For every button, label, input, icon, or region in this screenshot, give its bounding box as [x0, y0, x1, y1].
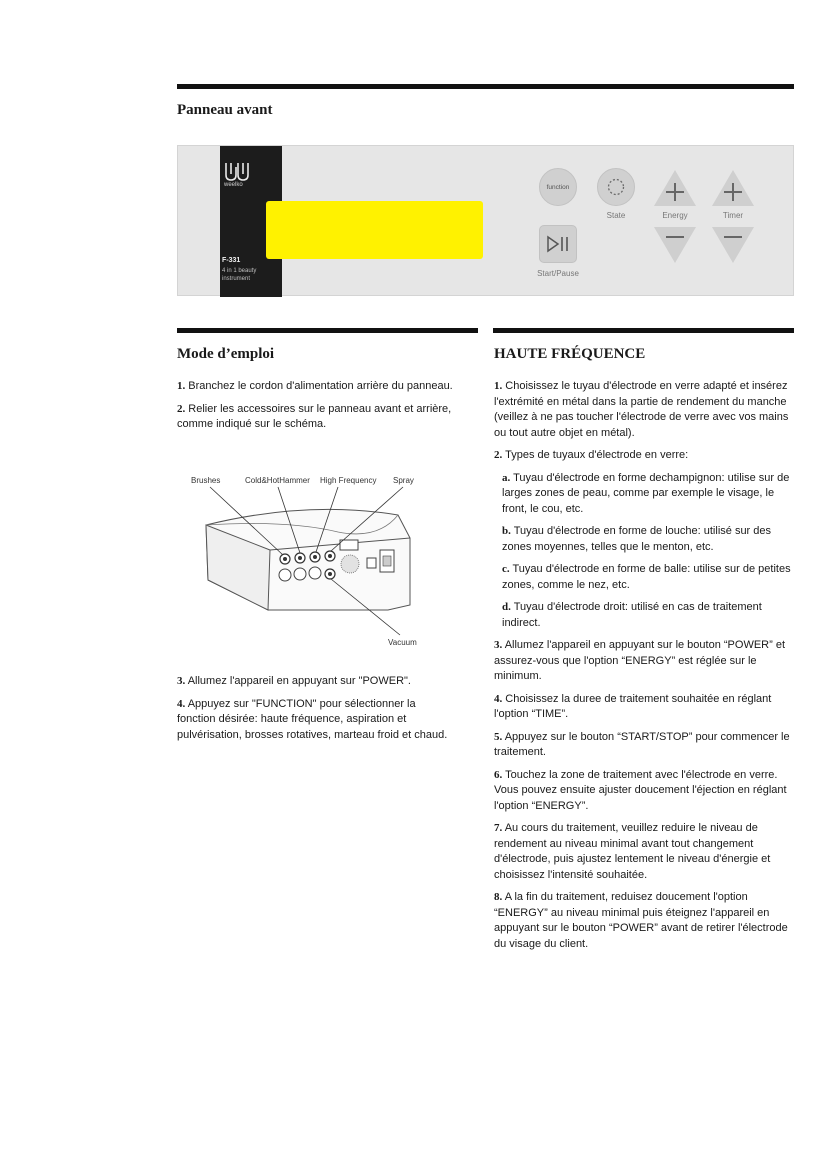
model-number: F-331 — [222, 257, 241, 264]
label-hammer: Cold&HotHammer — [245, 476, 310, 485]
model-description-line2: instrument — [222, 276, 251, 282]
model-description — [222, 267, 278, 283]
energy-down-icon — [652, 225, 698, 265]
model-description-line1: 4 in 1 beauty — [222, 268, 257, 274]
hf-step-2c: c. Tuyau d'électrode en forme de balle: utilise sur de petites zones, comme le nez, etc. — [502, 563, 791, 591]
energy-up-icon — [652, 168, 698, 208]
usage-step-4: 4. Appuyez sur "FUNCTION" pour sélectionner la fonction désirée: haute fréquence, aspiration et pulvérisation, brosses rotatives, marteau froid et chaud. — [177, 697, 448, 741]
right-column-rule — [493, 328, 794, 333]
hf-step-7: 7. Au cours du traitement, veuillez reduire le niveau de rendement au niveau minimal avant tout changement d'électrode, puis ajustez lentement le niveau d'énergie et choisissez l'intensité souhaitée. — [494, 822, 771, 881]
label-high-frequency: High Frequency — [320, 476, 377, 485]
usage-title: Mode d’emploi — [177, 346, 275, 362]
hf-step-5: 5. Appuyez sur le bouton “START/STOP” pour commencer le traitement. — [494, 730, 790, 758]
hf-step-2: 2. Types de tuyaux d'électrode en verre: — [494, 449, 689, 461]
usage-step-3: 3. Allumez l'appareil en appuyant sur "POWER". — [177, 675, 411, 687]
label-brushes: Brushes — [191, 476, 221, 485]
left-column-rule — [177, 328, 478, 333]
hf-step-1: 1. Choisissez le tuyau d'électrode en verre adapté et insérez l'extrémité en métal dans la partie de rendement du manche (veillez à ne pas toucher l'électrode de verre avec vos mains ou tout autre objet en métal). — [494, 380, 789, 439]
state-button — [597, 168, 635, 206]
top-rule — [177, 84, 794, 89]
usage-step-2: 2. Relier les accessoires sur le panneau avant et arrière, comme indiqué sur le schéma. — [177, 402, 452, 430]
energy-label: Energy — [662, 211, 688, 220]
timer-up-icon — [710, 168, 756, 208]
front-panel-illustration — [177, 145, 794, 296]
label-spray: Spray — [393, 476, 414, 485]
function-button: function — [539, 168, 577, 206]
play-pause-icon — [545, 234, 571, 254]
rear-panel-diagram — [188, 470, 428, 650]
timer-label: Timer — [722, 211, 744, 220]
hf-step-2d: d. Tuyau d'électrode droit: utilisé en cas de traitement indirect. — [502, 601, 762, 629]
weelko-logo-icon — [223, 161, 251, 183]
state-dotted-circle-icon — [606, 177, 626, 197]
timer-down-icon — [710, 225, 756, 265]
hf-step-2a: a. Tuyau d'électrode en forme dechampignon: utilise sur de larges zones de peau, comme par exemple le visage, le front, le cou, etc. — [502, 471, 790, 515]
start-pause-label: Start/Pause — [537, 269, 579, 278]
usage-step-1: 1. Branchez le cordon d'alimentation arrière du panneau. — [177, 380, 453, 392]
hf-steps — [494, 379, 794, 959]
usage-steps-bottom — [177, 674, 457, 750]
usage-steps-top — [177, 379, 457, 440]
label-vacuum: Vacuum — [388, 638, 417, 647]
hf-title: HAUTE FRÉQUENCE — [494, 346, 646, 362]
front-panel-title: Panneau avant — [177, 102, 273, 118]
hf-step-3: 3. Allumez l'appareil en appuyant sur le bouton “POWER” et assurez-vous que l'option “ENERGY” est réglée sur le minimum. — [494, 639, 785, 682]
hf-step-4: 4. Choisissez la duree de traitement souhaitée en réglant l'option “TIME”. — [494, 692, 772, 720]
hf-step-2b: b. Tuyau d'électrode en forme de louche: utilisé sur des zones moyennes, telles que le menton, etc. — [502, 525, 772, 553]
start-pause-button — [539, 225, 577, 263]
hf-step-8: 8. A la fin du traitement, reduisez doucement l'option “ENERGY” au niveau minimal puis éteignez l'appareil en appuyant sur le bouton “POWER” avant de retirer l'électrode du visage du client. — [494, 891, 788, 950]
hf-step-6: 6. Touchez la zone de traitement avec l'électrode en verre. Vous pouvez ensuite ajuster doucement l'éjection en réglant l'option “ENERGY”. — [494, 768, 787, 812]
brand-name: weelko — [224, 182, 243, 188]
state-label: State — [606, 211, 626, 220]
display-screen — [266, 201, 483, 259]
